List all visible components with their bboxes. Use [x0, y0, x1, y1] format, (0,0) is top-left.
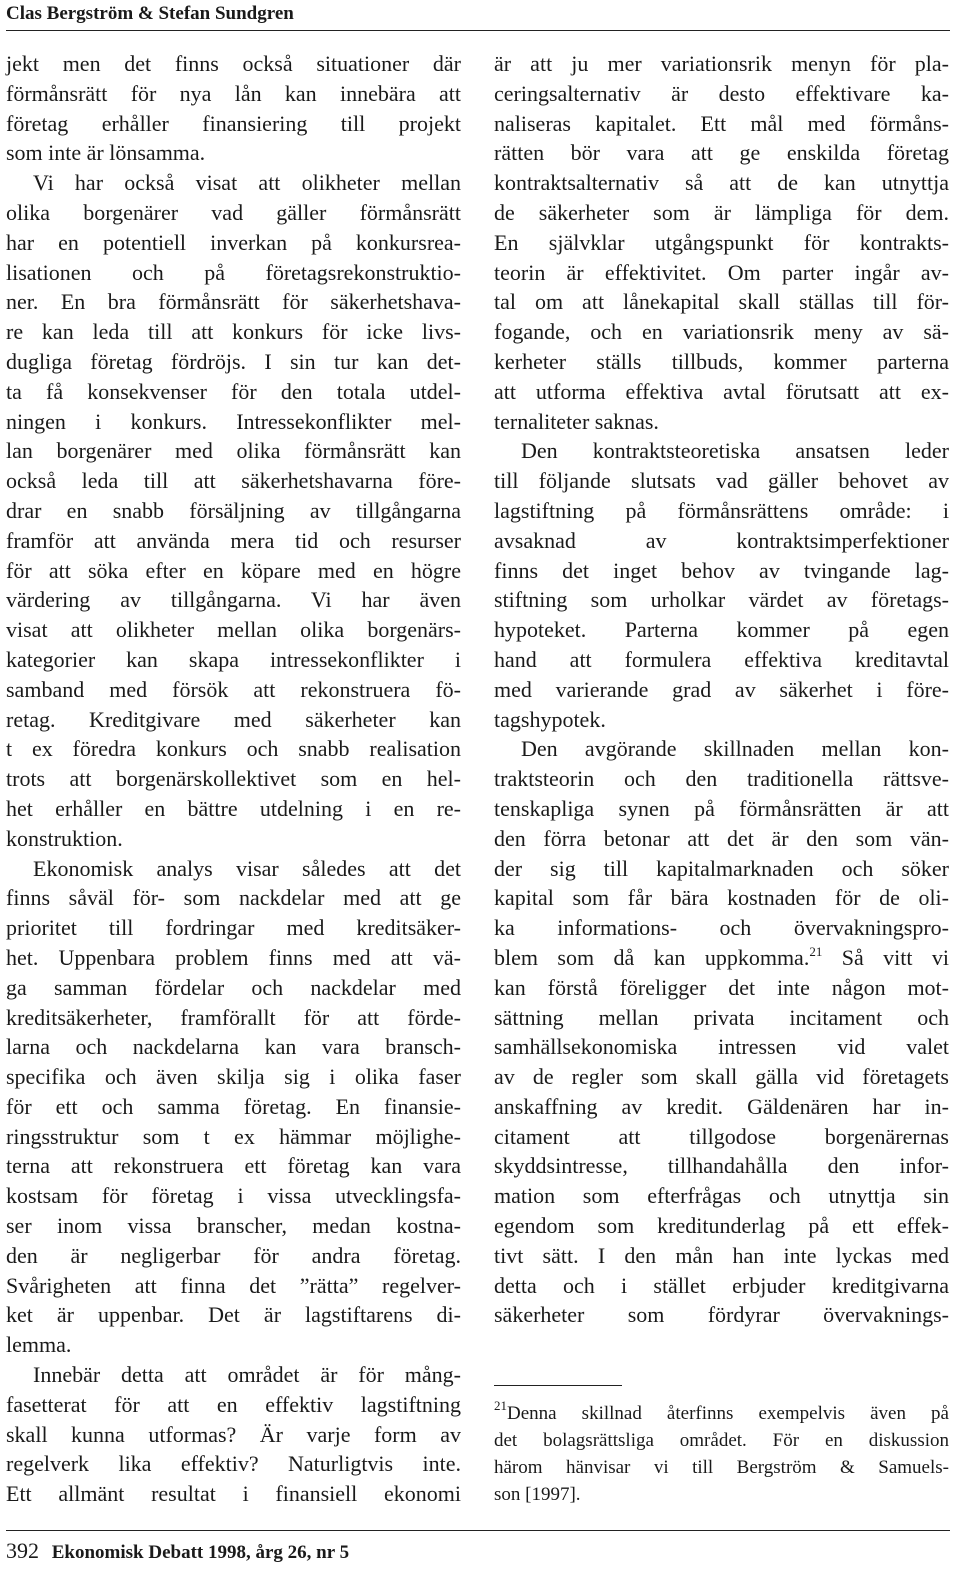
left-column-line: [6, 1151, 461, 1181]
left-column-line: [6, 317, 461, 347]
right-column-line: [494, 883, 949, 913]
left-column-line: [6, 1003, 461, 1033]
right-column-text: samhällsekonomiska intressen vid valet: [494, 1034, 949, 1060]
left-column-line: [6, 1300, 461, 1330]
left-column-line: [6, 1032, 461, 1062]
right-column-line: [494, 258, 949, 288]
left-column-text: ner. En bra förmånsrätt för säkerhetshava-: [6, 289, 461, 315]
right-column-line: [494, 347, 949, 377]
footer-rule: [6, 1530, 950, 1531]
left-column-text: specifika och även skilja sig i olika faser: [6, 1064, 461, 1090]
footnote-line: [494, 1454, 949, 1481]
right-column-text: den förra betonar att det är den som vän-: [494, 825, 949, 851]
left-column-text: drar en snabb försäljning av tillgångarna: [6, 497, 461, 523]
left-column-text: har en potentiell inverkan på konkursrea-: [6, 229, 461, 255]
right-column-line: [494, 1211, 949, 1241]
right-column-line: [494, 1062, 949, 1092]
right-column-text: En självklar utgångspunkt för kontrakts-: [494, 229, 949, 255]
left-column-line: [6, 1360, 461, 1390]
right-column-text: hypoteket. Parterna kommer på egen: [494, 617, 949, 643]
right-column-line: [494, 79, 949, 109]
left-column-line: [6, 1271, 461, 1301]
right-column-text: ceringsalternativ är desto effektivare ka-: [494, 80, 949, 106]
left-column-line: [6, 1122, 461, 1152]
right-column-text: hand att formulera effektiva kreditavtal: [494, 646, 949, 672]
left-column-text: värdering av tillgångarna. Vi har även: [6, 587, 461, 613]
footnote-rule: [494, 1385, 622, 1386]
left-column-text: för att söka efter en köpare med en högre: [6, 557, 461, 583]
right-column-text: mation som efterfrågas och utnyttja sin: [494, 1183, 949, 1209]
right-column-text: säkerheter som fördyrar övervaknings-: [494, 1302, 949, 1328]
right-column-line: [494, 973, 949, 1003]
right-column-text: tivt sätt. I den mån han inte lyckas med: [494, 1242, 949, 1268]
left-column-line: [6, 1420, 461, 1450]
footnote-text: Denna skillnad återfinns exempelvis även på: [507, 1403, 949, 1424]
right-column-text: traktsteorin och den traditionella rättsve-: [494, 766, 949, 792]
right-column-text: der sig till kapitalmarknaden och söker: [494, 855, 949, 881]
right-column-line: [494, 317, 949, 347]
right-column-line: [494, 824, 949, 854]
left-column-line: [6, 734, 461, 764]
left-column-line: [6, 1092, 461, 1122]
right-column-line: [494, 615, 949, 645]
left-column-line: [6, 228, 461, 258]
left-column-text: Vi har också visat att olikheter mellan: [33, 170, 461, 196]
left-column-text: lan borgenärer med olika förmånsrätt kan: [6, 438, 461, 464]
right-column-text: är att ju mer variationsrik menyn för pla-: [494, 51, 949, 76]
page-footer: [6, 1538, 349, 1566]
left-column-text: ringsstruktur som t ex hämmar möjlighe-: [6, 1123, 461, 1149]
footnote-line: [494, 1400, 949, 1427]
right-column-line: [494, 764, 949, 794]
left-column-text: lisationen och på företagsrekonstruktio-: [6, 259, 461, 285]
right-column-line: [494, 109, 949, 139]
left-column-text: Ekonomisk analys visar således att det: [33, 855, 461, 881]
left-column-line: [6, 585, 461, 615]
right-column-line: [494, 1241, 949, 1271]
left-column-text: jekt men det finns också situationer där: [6, 51, 461, 76]
footnote-line: [494, 1427, 949, 1454]
left-column-line: [6, 109, 461, 139]
right-column-line: [494, 466, 949, 496]
left-column-line: [6, 824, 461, 854]
left-column-text: företag erhåller finansiering till projekt: [6, 110, 461, 136]
right-column-text: fogande, och en variationsrik meny av sä-: [494, 319, 949, 345]
left-column-line: [6, 466, 461, 496]
right-column-line: [494, 526, 949, 556]
left-column-line: [6, 436, 461, 466]
right-column-text: tal om att lånekapital skall ställas till för-: [494, 289, 949, 315]
right-column-line: [494, 854, 949, 884]
right-column-text: Den kontraktsteoretiska ansatsen leder: [521, 438, 949, 464]
left-column-line: [6, 258, 461, 288]
left-column-line: [6, 347, 461, 377]
left-column-line: [6, 1062, 461, 1092]
right-column-text: kan förstå föreligger det inte någon mot-: [494, 974, 949, 1000]
left-column-text: visat att olikheter mellan olika borgenärs-: [6, 617, 461, 643]
right-column-text: Så vitt vi: [822, 944, 950, 970]
header-rule: [6, 30, 950, 31]
running-header: Clas Bergström & Stefan Sundgren: [6, 3, 294, 24]
right-column-line: [494, 1151, 949, 1181]
left-column-line: [6, 675, 461, 705]
left-column-text: för ett och samma företag. En finansie-: [6, 1093, 461, 1119]
left-column-line: [6, 198, 461, 228]
left-column-text: trots att borgenärskollektivet som en hel-: [6, 766, 461, 792]
right-column-line: [494, 556, 949, 586]
right-column-text: finns det inget behov av tvingande lag-: [494, 557, 949, 583]
right-column-line: [494, 228, 949, 258]
right-column-line: [494, 377, 949, 407]
footnote-marker: 21: [494, 1398, 507, 1413]
right-column-text: tenskapliga synen på förmånsrätten är att: [494, 795, 949, 821]
right-column-text: av de regler som skall gälla vid företagets: [494, 1064, 949, 1090]
right-column: [494, 49, 949, 1330]
right-column-line: [494, 138, 949, 168]
right-column-text: de säkerheter som är lämpliga för dem.: [494, 199, 949, 225]
left-column-line: [6, 1479, 461, 1509]
right-column-text: kapital som får bära kostnaden för de oli-: [494, 885, 949, 911]
right-column-text: kerheter ställs tillbuds, kommer parterna: [494, 348, 949, 374]
left-column-text: den är negligerbar för andra företag.: [6, 1242, 461, 1268]
left-column-line: [6, 705, 461, 735]
right-column-text: lagstiftning på förmånsrättens område: i: [494, 497, 949, 523]
left-column-line: [6, 943, 461, 973]
right-column-text: Den avgörande skillnaden mellan kon-: [521, 736, 949, 762]
left-column-text: ga samman fördelar och nackdelar med: [6, 974, 461, 1000]
footnote: [494, 1400, 949, 1508]
right-column-text: stiftning som urholkar värdet av företags-: [494, 587, 949, 613]
left-column-text: förmånsrätt för nya lån kan innebära att: [6, 80, 461, 106]
left-column-text: ningen i konkurs. Intressekonflikter mel-: [6, 408, 461, 434]
right-column-text: naliseras kapitalet. Ett mål med förmåns-: [494, 110, 949, 136]
right-column-line: [494, 645, 949, 675]
left-column-text: skall kunna utformas? Är varje form av: [6, 1421, 461, 1447]
left-column-line: [6, 1449, 461, 1479]
left-column-text: konstruktion.: [6, 825, 123, 851]
left-column-text: t ex föredra konkurs och snabb realisation: [6, 736, 461, 762]
left-column-text: kreditsäkerheter, framförallt för att förde-: [6, 1004, 461, 1030]
right-column-line: [494, 1300, 949, 1330]
left-column-line: [6, 1390, 461, 1420]
right-column-line: [494, 168, 949, 198]
right-column-text: tagshypotek.: [494, 706, 606, 732]
left-column-text: terna att rekonstruera ett företag kan vara: [6, 1153, 461, 1179]
right-column-text: citament att tillgodose borgenärernas: [494, 1123, 949, 1149]
right-column-text: detta och i stället erbjuder kreditgivarna: [494, 1272, 949, 1298]
left-column-text: ket är uppenbar. Det är lagstiftarens di-: [6, 1302, 461, 1328]
left-column-text: fasetterat för att en effektiv lagstiftning: [6, 1391, 461, 1417]
right-column-line: [494, 1003, 949, 1033]
right-column-line: [494, 794, 949, 824]
left-column-line: [6, 1181, 461, 1211]
right-column-line: [494, 913, 949, 943]
left-column-line: [6, 615, 461, 645]
footnote-text: härom hänvisar vi till Bergström & Samuels-: [494, 1457, 949, 1478]
right-column-line: [494, 1122, 949, 1152]
left-column-line: [6, 138, 461, 168]
left-column-text: dugliga företag fördröjs. I sin tur kan det-: [6, 348, 461, 374]
left-column-text: Svårigheten att finna det ”rätta” regelver-: [6, 1272, 461, 1298]
left-column-text: finns såväl för- som nackdelar med att ge: [6, 885, 461, 911]
right-column-line: [494, 49, 949, 79]
right-column-line: [494, 287, 949, 317]
left-column-line: [6, 913, 461, 943]
left-column-text: re kan leda till att konkurs för icke livs-: [6, 319, 461, 345]
footnote-text: son [1997].: [494, 1484, 581, 1505]
left-column-line: [6, 556, 461, 586]
right-column-text: sättning mellan privata incitament och: [494, 1004, 949, 1030]
journal-citation: Ekonomisk Debatt 1998, årg 26, nr 5: [51, 1542, 350, 1563]
right-column-line: [494, 1032, 949, 1062]
right-column-line: [494, 675, 949, 705]
footnote-line: [494, 1481, 949, 1508]
left-column-text: också leda till att säkerhetshavarna före-: [6, 468, 461, 494]
left-column-line: [6, 79, 461, 109]
left-column-line: [6, 794, 461, 824]
left-column-line: [6, 973, 461, 1003]
right-column-line: [494, 1181, 949, 1211]
right-column-line: [494, 198, 949, 228]
left-column: [6, 49, 461, 1509]
left-column-text: retag. Kreditgivare med säkerheter kan: [6, 706, 461, 732]
left-column-text: olika borgenärer vad gäller förmånsrätt: [6, 199, 461, 225]
left-column-text: Ett allmänt resultat i finansiell ekonomi: [6, 1481, 461, 1507]
right-column-text: egendom som kreditunderlag på ett effek-: [494, 1213, 949, 1239]
left-column-line: [6, 168, 461, 198]
footnote-reference: 21: [809, 943, 823, 959]
left-column-line: [6, 764, 461, 794]
right-column-text: teorin är effektivitet. Om parter ingår av-: [494, 259, 949, 285]
left-column-line: [6, 1211, 461, 1241]
right-column-text: anskaffning av kredit. Gäldenären har in-: [494, 1093, 949, 1119]
right-column-line: [494, 943, 949, 973]
right-column-text: skyddsintresse, tillhandahålla den infor-: [494, 1153, 949, 1179]
left-column-line: [6, 645, 461, 675]
right-column-text: rätten bör vara att ge enskilda företag: [494, 140, 949, 166]
left-column-text: ta få konsekvenser för den totala utdel-: [6, 378, 461, 404]
left-column-line: [6, 854, 461, 884]
right-column-line: [494, 496, 949, 526]
left-column-text: som inte är lönsamma.: [6, 140, 206, 166]
left-column-text: kategorier kan skapa intressekonflikter i: [6, 646, 461, 672]
right-column-text: ka informations- och övervakningspro-: [494, 915, 949, 941]
left-column-line: [6, 496, 461, 526]
right-column-text: blem som då kan uppkomma.: [494, 944, 810, 970]
left-column-text: Innebär detta att området är för mång-: [33, 1362, 461, 1388]
right-column-line: [494, 436, 949, 466]
left-column-line: [6, 287, 461, 317]
left-column-text: prioritet till fordringar med kreditsäker-: [6, 915, 461, 941]
left-column-text: het erhåller en bättre utdelning i en re-: [6, 795, 461, 821]
left-column-text: samband med försök att rekonstruera fö-: [6, 676, 461, 702]
right-column-line: [494, 734, 949, 764]
right-column-line: [494, 1092, 949, 1122]
left-column-text: ser inom vissa branscher, medan kostna-: [6, 1213, 461, 1239]
footnote-text: det bolagsrättsliga området. För en diskussion: [494, 1430, 949, 1451]
left-column-text: framför att använda mera tid och resurser: [6, 527, 461, 553]
left-column-text: larna och nackdelarna kan vara bransch-: [6, 1034, 461, 1060]
right-column-text: kontraktsalternativ så att de kan utnyttja: [494, 170, 949, 196]
left-column-line: [6, 377, 461, 407]
left-column-line: [6, 1330, 461, 1360]
left-column-text: het. Uppenbara problem finns med att vä-: [6, 944, 461, 970]
left-column-line: [6, 1241, 461, 1271]
right-column-line: [494, 407, 949, 437]
left-column-line: [6, 883, 461, 913]
left-column-line: [6, 49, 461, 79]
right-column-line: [494, 1271, 949, 1301]
right-column-text: ternaliteter saknas.: [494, 408, 659, 434]
page-number: 392: [6, 1538, 39, 1563]
right-column-text: att utforma effektiva avtal förutsatt att ex-: [494, 378, 949, 404]
left-column-line: [6, 407, 461, 437]
right-column-line: [494, 585, 949, 615]
left-column-text: kostsam för företag i vissa utvecklingsfa-: [6, 1183, 461, 1209]
right-column-text: avsaknad av kontraktsimperfektioner: [494, 527, 949, 553]
right-column-text: till följande slutsats vad gäller behovet av: [494, 468, 949, 494]
left-column-text: regelverk lika effektiv? Naturligtvis inte.: [6, 1451, 461, 1477]
right-column-line: [494, 705, 949, 735]
right-column-text: med varierande grad av säkerhet i före-: [494, 676, 949, 702]
left-column-line: [6, 526, 461, 556]
left-column-text: lemma.: [6, 1332, 72, 1358]
